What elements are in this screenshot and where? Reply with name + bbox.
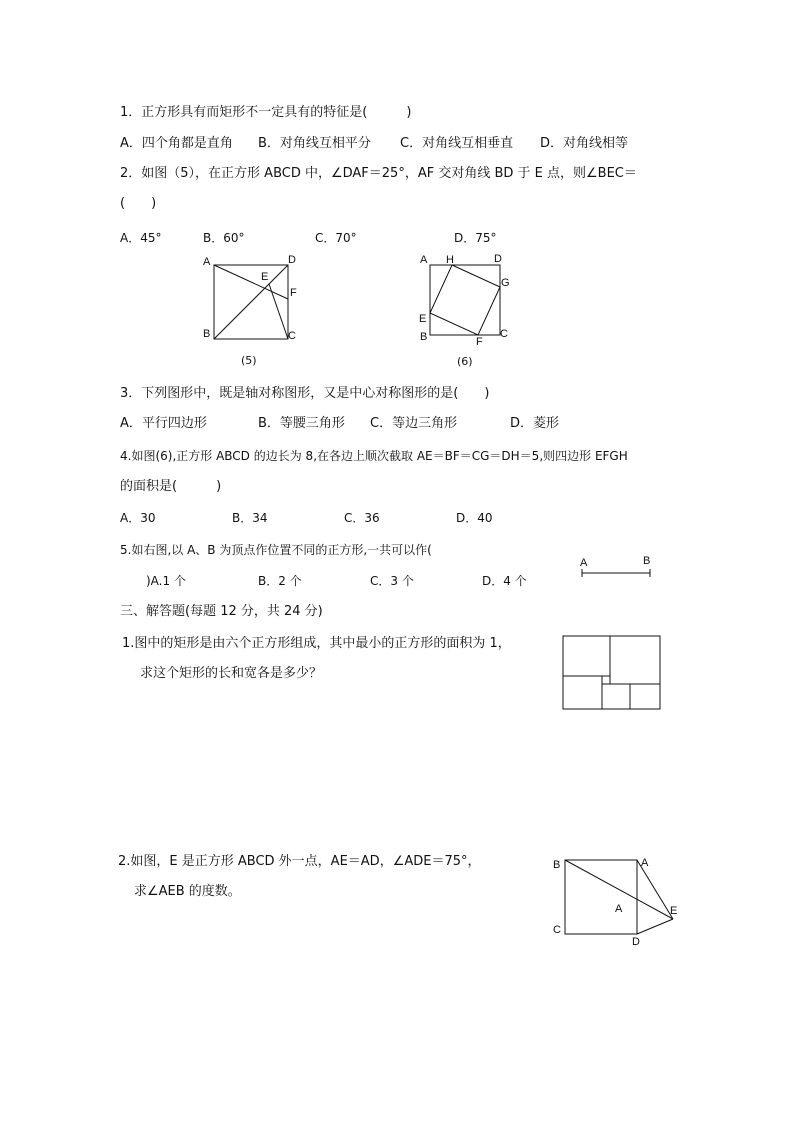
- q2-option-a: A．45°: [120, 231, 162, 245]
- fig6-quad-efgh: [430, 265, 500, 335]
- q5-segment-figure: [575, 552, 665, 582]
- p2-label-d: D: [632, 936, 640, 948]
- fig6-caption: (6): [457, 355, 473, 368]
- q3-stem: 3．下列图形中，既是轴对称图形，又是中心对称图形的是( ): [120, 386, 490, 401]
- q2-stem: 2．如图（5），在正方形 ABCD 中，∠DAF＝25°，AF 交对角线 BD 于 E 点，则∠BEC＝: [120, 166, 637, 181]
- fig5-label-a: A: [203, 256, 211, 268]
- fig5-label-f: F: [290, 287, 297, 299]
- q4-option-d: D．40: [456, 511, 493, 525]
- p1-rectangle-figure: [562, 635, 662, 713]
- q4-options: [120, 510, 493, 526]
- q5-option-c: C．3 个: [370, 574, 414, 588]
- fig6-label-e: E: [419, 313, 427, 325]
- p2-square: [565, 860, 637, 934]
- p2-line1: 2.如图，E 是正方形 ABCD 外一点，AE＝AD，∠ADE＝75°，: [118, 854, 481, 869]
- p1-outer-rectangle: [563, 636, 660, 709]
- fig5-label-c: C: [288, 330, 296, 342]
- q3-option-d: D．菱形: [510, 416, 560, 431]
- p1-line1: 1.图中的矩形是由六个正方形组成，其中最小的正方形的面积为 1，: [122, 636, 511, 651]
- figure-6: [412, 250, 522, 375]
- fig5-line-af: [214, 265, 288, 299]
- p2-label-c: C: [553, 924, 561, 936]
- p2-label-b: B: [553, 859, 561, 871]
- q2-option-d: D．75°: [454, 231, 497, 245]
- q2-options: [120, 230, 497, 246]
- fig5-label-b: B: [203, 328, 211, 340]
- q1-stem: 1．正方形具有而矩形不一定具有的特征是( ): [120, 105, 412, 120]
- q5-option-d: D．4 个: [482, 574, 527, 588]
- fig6-square: [430, 265, 500, 335]
- fig6-label-c: C: [500, 328, 508, 340]
- fig6-label-f: F: [476, 336, 483, 348]
- p1-line2: 求这个矩形的长和宽各是多少？: [140, 666, 323, 681]
- fig5-label-d: D: [288, 254, 296, 266]
- q3-options: [120, 416, 559, 432]
- q2-option-c: C．70°: [315, 231, 357, 245]
- p2-label-e: E: [670, 905, 678, 917]
- q1-option-d: D．对角线相等: [540, 136, 629, 151]
- p2-line-de: [637, 919, 673, 934]
- fig5-diagonal-bd: [214, 265, 288, 339]
- fig6-label-h: H: [446, 254, 454, 266]
- fig6-label-a: A: [420, 254, 428, 266]
- q5-stem: 5.如右图,以 A、B 为顶点作位置不同的正方形,一共可以作(: [120, 543, 432, 557]
- q1-options: [120, 136, 628, 152]
- fig5-label-e: E: [261, 271, 269, 283]
- q4-stem: 4.如图(6),正方形 ABCD 的边长为 8,在各边上顺次截取 AE＝BF＝CG＝DH＝5,则四边形 EFGH: [120, 449, 628, 463]
- q1-option-b: B．对角线互相平分: [258, 136, 371, 151]
- q2-option-b: B．60°: [203, 231, 245, 245]
- fig5-line-ec: [269, 284, 288, 339]
- q5-option-b: B．2 个: [258, 574, 302, 588]
- p2-label-a-mid: A: [615, 903, 623, 915]
- fig6-label-d: D: [494, 253, 502, 265]
- fig6-label-b: B: [420, 331, 428, 343]
- q4-option-c: C．36: [344, 511, 380, 525]
- q4-option-b: B．34: [232, 511, 268, 525]
- fig5-caption: (5): [241, 354, 257, 367]
- fig6-label-g: G: [501, 277, 510, 289]
- q3-option-a: A．平行四边形: [120, 416, 207, 431]
- q3-option-c: C．等边三角形: [370, 416, 458, 431]
- q3-option-b: B．等腰三角形: [258, 416, 345, 431]
- q5-option-a: )A.1 个: [146, 574, 186, 588]
- p2-label-a-top: A: [641, 857, 649, 869]
- q5-options: [146, 573, 527, 589]
- q1-option-a: A．四个角都是直角: [120, 136, 233, 151]
- section-3-title: 三、解答题(每题 12 分，共 24 分): [120, 604, 323, 619]
- q4-option-a: A．30: [120, 511, 156, 525]
- q2-stem-cont: ( ): [120, 196, 157, 211]
- q5-label-b: B: [643, 555, 651, 567]
- p2-figure: [550, 850, 690, 950]
- p2-line2: 求∠AEB 的度数。: [134, 884, 241, 899]
- q4-stem-cont: 的面积是( ): [120, 479, 222, 494]
- q1-option-c: C．对角线互相垂直: [400, 136, 514, 151]
- q5-label-a: A: [580, 557, 588, 569]
- figure-5: [195, 248, 315, 378]
